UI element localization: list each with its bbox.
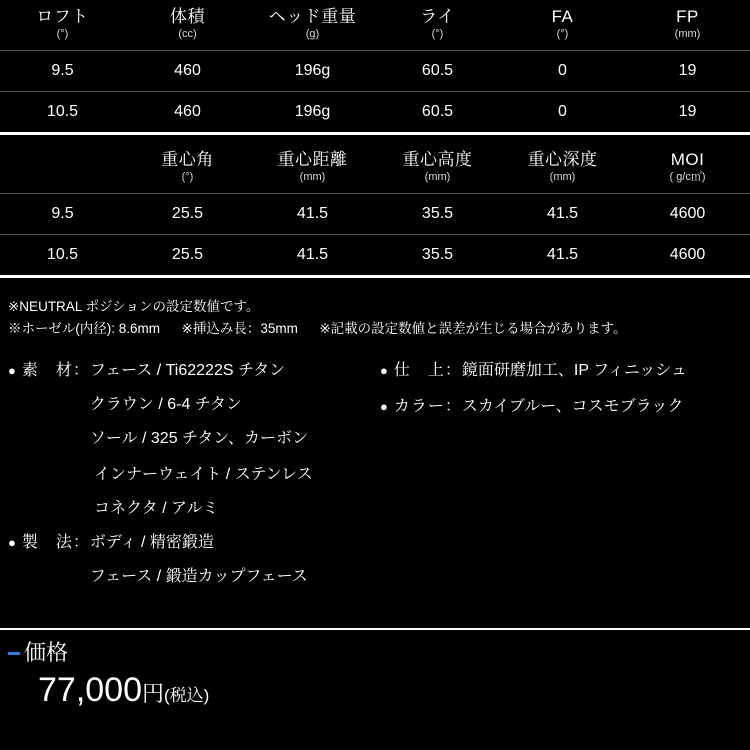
note-insert-length: ※挿込み長：35mm — [181, 321, 298, 336]
material-label-material: 素 材： — [21, 362, 90, 379]
materials-column-right — [380, 354, 740, 596]
bullet-icon: ● — [380, 363, 388, 378]
price-amount: 77,000 — [38, 671, 142, 709]
accent-dash-icon — [8, 652, 20, 655]
cell-loft: 10.5 — [0, 235, 125, 276]
note-tolerance: ※記載の設定数値と誤差が生じる場合があります。 — [319, 321, 627, 336]
note-line-1: ※NEUTRAL ポジションの設定数値です。 — [8, 299, 260, 314]
material-group-material — [8, 354, 380, 456]
spec-table-2 — [0, 143, 750, 275]
cell-cg-angle: 25.5 — [125, 235, 250, 276]
header-cell-loft: ロフト (°) — [36, 7, 89, 40]
cell-volume: 460 — [125, 51, 250, 92]
cell-cg-height: 35.5 — [375, 235, 500, 276]
header-cell-lie: ライ (°) — [420, 7, 455, 40]
cell-loft: 9.5 — [0, 51, 125, 92]
price-divider — [0, 628, 750, 630]
price-currency: 円 — [142, 681, 165, 706]
header-cell-volume: 体積 (cc) — [170, 7, 205, 40]
material-value: フェース / Ti62222S チタン — [89, 362, 286, 379]
header-cell-cg-depth: 重心深度 (mm) — [527, 150, 598, 183]
material-label-finish: 仕 上： — [393, 362, 462, 379]
header-cell-head-weight: ヘッド重量 (g) — [268, 7, 357, 40]
bullet-icon: ● — [8, 535, 16, 550]
header-cell-moi: MOI ( g/c㎡) — [669, 150, 706, 183]
table-row — [0, 194, 750, 235]
cell-fa: 0 — [500, 51, 625, 92]
materials-column-left — [8, 354, 380, 596]
material-value: ボディ / 精密鍛造 — [89, 534, 214, 551]
table-gap — [0, 135, 750, 143]
cell-cg-angle: 25.5 — [125, 194, 250, 235]
header-cell-blank — [0, 143, 125, 194]
price-section — [0, 638, 750, 719]
cell-fp: 19 — [625, 92, 750, 133]
material-label-manufacture: 製 法： — [21, 534, 90, 551]
cell-cg-distance: 41.5 — [250, 235, 375, 276]
material-group-color — [380, 390, 740, 424]
cell-cg-depth: 41.5 — [500, 235, 625, 276]
material-value: フェース / 鍛造カップフェース — [89, 568, 308, 585]
material-value: コネクタ / アルミ — [94, 500, 219, 517]
notes-section — [0, 278, 750, 344]
material-extra-list — [8, 458, 380, 526]
material-values-finish — [462, 354, 740, 388]
cell-fa: 0 — [500, 92, 625, 133]
material-value: 鏡面研磨加工、IP フィニッシュ — [461, 362, 687, 379]
materials-section — [0, 344, 750, 596]
cell-moi: 4600 — [625, 235, 750, 276]
price-label-row — [0, 638, 750, 668]
material-values-manufacture — [90, 526, 380, 594]
table-row — [0, 92, 750, 133]
bullet-icon: ● — [8, 363, 16, 378]
price-label: 価格 — [24, 640, 69, 665]
cell-head-weight: 196g — [250, 92, 375, 133]
header-cell-cg-angle: 重心角 (°) — [161, 150, 214, 183]
cell-head-weight: 196g — [250, 51, 375, 92]
table-header-row — [0, 143, 750, 194]
cell-volume: 460 — [125, 92, 250, 133]
cell-cg-depth: 41.5 — [500, 194, 625, 235]
cell-lie: 60.5 — [375, 92, 500, 133]
table-row — [0, 235, 750, 276]
note-hosel: ※ホーゼル(内径): 8.6mm — [8, 321, 160, 336]
material-value: ソール / 325 チタン、カーボン — [89, 430, 308, 447]
material-values-color — [462, 390, 740, 424]
header-cell-fp: FP (mm) — [674, 7, 701, 40]
table-header-row — [0, 0, 750, 51]
cell-lie: 60.5 — [375, 51, 500, 92]
material-label-color: カラー： — [393, 398, 462, 415]
material-value: スカイブルー、コスモブラック — [461, 398, 684, 415]
material-group-manufacture — [8, 526, 380, 594]
cell-moi: 4600 — [625, 194, 750, 235]
price-tax-note: (税込) — [164, 686, 210, 705]
material-group-finish — [380, 354, 740, 388]
cell-cg-distance: 41.5 — [250, 194, 375, 235]
material-value: クラウン / 6-4 チタン — [89, 396, 242, 413]
header-cell-cg-distance: 重心距離 (mm) — [277, 150, 348, 183]
cell-loft: 9.5 — [0, 194, 125, 235]
bullet-icon: ● — [380, 399, 388, 414]
cell-cg-height: 35.5 — [375, 194, 500, 235]
table-row — [0, 51, 750, 92]
cell-fp: 19 — [625, 51, 750, 92]
material-value: インナーウェイト / ステンレス — [94, 466, 313, 483]
cell-loft: 10.5 — [0, 92, 125, 133]
spec-table-1 — [0, 0, 750, 132]
header-cell-fa: FA (°) — [551, 7, 574, 40]
note-line-2 — [8, 318, 742, 340]
price-value-row — [0, 668, 750, 719]
material-values-material — [90, 354, 380, 456]
header-cell-cg-height: 重心高度 (mm) — [402, 150, 473, 183]
